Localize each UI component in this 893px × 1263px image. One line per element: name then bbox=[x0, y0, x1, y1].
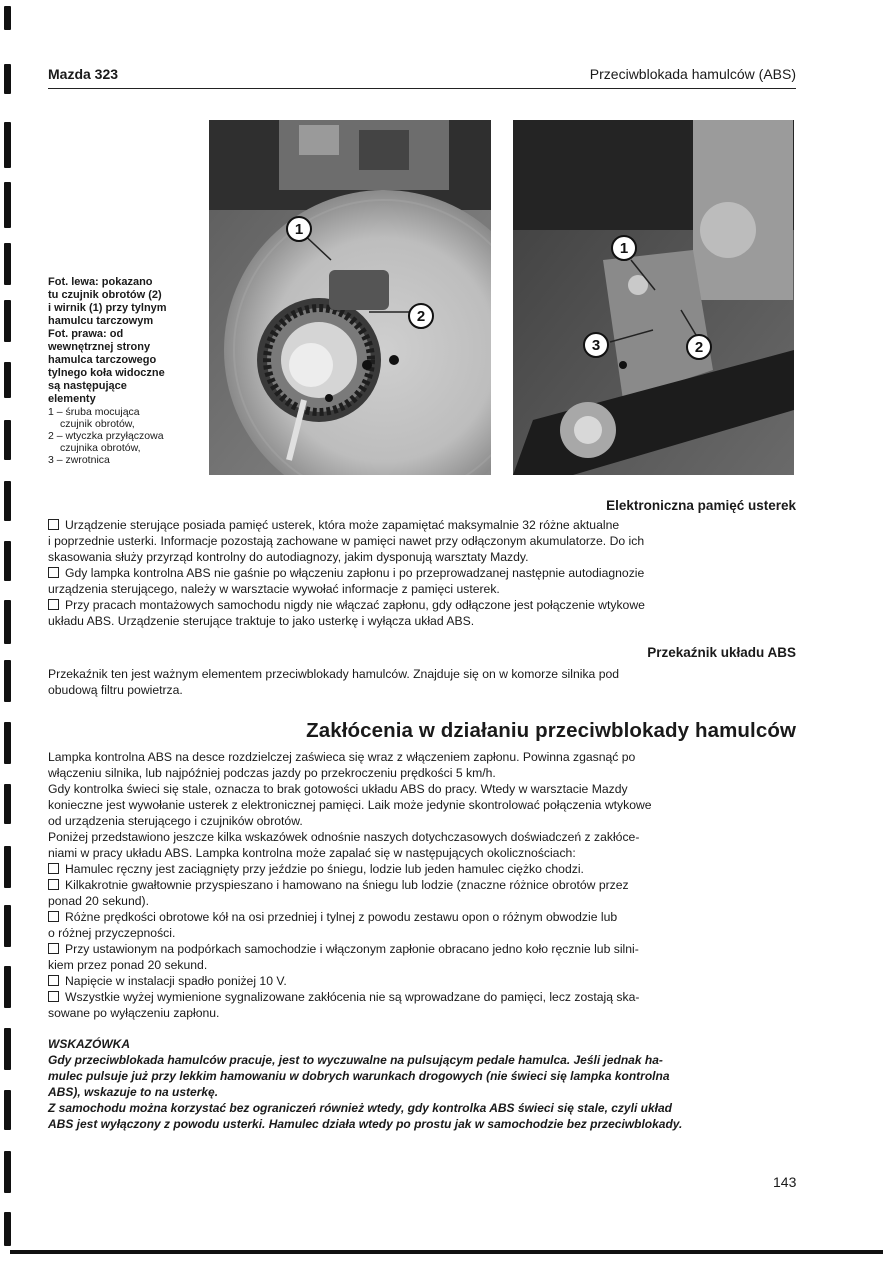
paragraph-line: włączeniu silnika, lub najpóźniej podczas jazdy po przekroczeniu prędkości 5 km/h. bbox=[48, 766, 496, 780]
paragraph-line: obudową filtru powietrza. bbox=[48, 683, 183, 697]
caption-line: Fot. lewa: pokazano bbox=[48, 276, 153, 288]
binding-mark bbox=[4, 600, 11, 644]
section-title-abs-relay: Przekaźnik układu ABS bbox=[647, 645, 796, 660]
checkbox-square-icon bbox=[48, 975, 59, 986]
caption-item-continuation: czujnika obrotów, bbox=[60, 442, 141, 454]
paragraph-line: i poprzednie usterki. Informacje pozostają zachowane w pamięci nawet przy odłączonym akumulatorze. Do ich bbox=[48, 534, 645, 548]
caption-item bbox=[48, 454, 190, 466]
paragraph-line: Lampka kontrolna ABS na desce rozdzielczej zaświeca się wraz z włączeniem zapłonu. Powinna zgasnąć po bbox=[48, 750, 636, 764]
binding-mark bbox=[4, 420, 11, 460]
bottom-edge-line bbox=[10, 1250, 883, 1254]
photo-caption bbox=[48, 276, 190, 466]
header-chapter-title: Przeciwblokada hamulców (ABS) bbox=[589, 66, 796, 82]
binding-mark bbox=[4, 846, 11, 888]
checkbox-square-icon bbox=[48, 519, 59, 530]
binding-mark bbox=[4, 905, 11, 947]
binding-mark bbox=[4, 1151, 11, 1193]
binding-mark bbox=[4, 784, 11, 824]
binding-mark bbox=[4, 182, 11, 228]
photo-callout-label: 3 bbox=[591, 337, 601, 354]
caption-line: i wirnik (1) przy tylnym bbox=[48, 302, 167, 314]
caption-line: tylnego koła widoczne bbox=[48, 367, 165, 379]
paragraph-line: Urządzenie sterujące posiada pamięć usterek, która może zapamiętać maksymalnie 32 różne aktualne bbox=[48, 517, 720, 533]
paragraph-line: sowane po wyłączeniu zapłonu. bbox=[48, 1006, 220, 1020]
paragraph-line: od urządzenia sterującego i czujników obrotów. bbox=[48, 814, 303, 828]
binding-mark bbox=[4, 64, 11, 94]
paragraph-line: układu ABS. Urządzenie sterujące traktuje to jako usterkę i wyłącza układ ABS. bbox=[48, 614, 475, 628]
checkbox-square-icon bbox=[48, 911, 59, 922]
photo-callout-label: 1 bbox=[294, 221, 304, 238]
binding-mark bbox=[4, 722, 11, 764]
binding-mark bbox=[4, 481, 11, 521]
binding-mark bbox=[4, 1212, 11, 1246]
checkbox-square-icon bbox=[48, 879, 59, 890]
checkbox-square-icon bbox=[48, 991, 59, 1002]
checkbox-square-icon bbox=[48, 599, 59, 610]
binding-mark bbox=[4, 966, 11, 1008]
binding-mark bbox=[4, 362, 11, 398]
chapter-heading: Zakłócenia w działaniu przeciwblokady hamulców bbox=[306, 719, 796, 742]
photo-callout-label: 2 bbox=[416, 308, 426, 325]
binding-mark bbox=[4, 541, 11, 581]
caption-line: hamulca tarczowego bbox=[48, 354, 157, 366]
caption-line: Fot. prawa: od bbox=[48, 328, 124, 340]
caption-item-continuation: czujnik obrotów, bbox=[60, 418, 135, 430]
paragraph-line: skasowania służy przyrząd kontrolny do autodiagnozy, jakim dysponują warsztaty Mazdy. bbox=[48, 550, 529, 564]
paragraph-line: o różnej przyczepności. bbox=[48, 926, 176, 940]
section-body-fault-memory bbox=[48, 517, 720, 629]
paragraph-line: niami w pracy układu ABS. Lampka kontrolna może zapalać się w następujących okolicznościach: bbox=[48, 846, 576, 860]
paragraph-line: kiem przez ponad 20 sekund. bbox=[48, 958, 208, 972]
paragraph-line: Przy ustawionym na podpórkach samochodzie i włączonym zapłonie obracano jedno koło ręcznie lub silni- bbox=[48, 941, 720, 957]
paragraph-line: ponad 20 sekund). bbox=[48, 894, 149, 908]
paragraph-line: Hamulec ręczny jest zaciągnięty przy jeździe po śniegu, lodzie lub jeden hamulec ciężko chodzi. bbox=[48, 861, 720, 877]
paragraph-line: konieczne jest wywołanie usterek z elektronicznej pamięci. Laik może jedynie skontrolować połączenia wtykowe bbox=[48, 798, 652, 812]
tip-line: mulec pulsuje już przy lekkim hamowaniu w dobrych warunkach drogowych (nie świeci się lampka kontrolna bbox=[48, 1069, 670, 1083]
page-number: 143 bbox=[773, 1174, 797, 1190]
paragraph-line: Przy pracach montażowych samochodu nigdy nie włączać zapłonu, gdy odłączone jest połączenie wtykowe bbox=[48, 597, 720, 613]
photo-left-brake-sensor bbox=[209, 120, 491, 475]
paragraph-line: Różne prędkości obrotowe kół na osi przedniej i tylnej z powodu zestawu opon o różnym obwodzie lub bbox=[48, 909, 720, 925]
paragraph-line: Napięcie w instalacji spadło poniżej 10 V. bbox=[48, 973, 720, 989]
header-book-title: Mazda 323 bbox=[48, 66, 119, 82]
photo-callout-label: 2 bbox=[694, 339, 704, 356]
caption-item-label: 2 – wtyczka przyłączowa bbox=[48, 430, 164, 442]
caption-line: są następujące bbox=[48, 380, 127, 392]
paragraph-line: urządzenia sterującego, należy w warsztacie wywołać informacje z pamięci usterek. bbox=[48, 582, 500, 596]
paragraph-line: Wszystkie wyżej wymienione sygnalizowane zakłócenia nie są wprowadzane do pamięci, lecz zostają ska- bbox=[48, 989, 720, 1005]
page-header bbox=[48, 66, 796, 89]
caption-line: hamulcu tarczowym bbox=[48, 315, 154, 327]
binding-mark bbox=[4, 660, 11, 702]
tip-line: ABS), wskazuje to na usterkę. bbox=[48, 1085, 219, 1099]
binding-mark bbox=[4, 300, 11, 342]
caption-line: tu czujnik obrotów (2) bbox=[48, 289, 162, 301]
caption-line: wewnętrznej strony bbox=[48, 341, 151, 353]
paragraph-line: Gdy kontrolka świeci się stale, oznacza to brak gotowości układu ABS do pracy. Wtedy w warsztacie Mazdy bbox=[48, 782, 628, 796]
binding-mark bbox=[4, 1090, 11, 1130]
tip-title: WSKAZÓWKA bbox=[48, 1037, 130, 1051]
binding-mark bbox=[4, 243, 11, 285]
paragraph-line: Kilkakrotnie gwałtownie przyspieszano i hamowano na śniegu lub lodzie (znaczne różnice obrotów przez bbox=[48, 877, 720, 893]
checkbox-square-icon bbox=[48, 567, 59, 578]
section-body-faults bbox=[48, 749, 720, 1021]
binding-mark bbox=[4, 122, 11, 168]
photo-right-brake-inner bbox=[513, 120, 794, 475]
checkbox-square-icon bbox=[48, 863, 59, 874]
section-title-fault-memory: Elektroniczna pamięć usterek bbox=[606, 498, 796, 513]
caption-line: elementy bbox=[48, 393, 96, 405]
caption-item bbox=[48, 406, 190, 430]
binding-mark bbox=[4, 1028, 11, 1070]
paragraph-line: Poniżej przedstawiono jeszcze kilka wskazówek odnośnie naszych dotychczasowych doświadczeń z zakłóce- bbox=[48, 830, 640, 844]
paragraph-line: Gdy lampka kontrolna ABS nie gaśnie po włączeniu zapłonu i po przeprowadzanej następnie autodiagnozie bbox=[48, 565, 720, 581]
section-body-abs-relay bbox=[48, 666, 720, 698]
photo-left-image bbox=[209, 120, 491, 475]
paragraph-line: Przekaźnik ten jest ważnym elementem przeciwblokady hamulców. Znajduje się on w komorze silnika pod bbox=[48, 667, 620, 681]
caption-item bbox=[48, 430, 190, 454]
checkbox-square-icon bbox=[48, 943, 59, 954]
caption-item-label: 1 – śruba mocująca bbox=[48, 406, 140, 418]
tip-line: Z samochodu można korzystać bez ograniczeń również wtedy, gdy kontrolka ABS świeci się stale, czyli układ bbox=[48, 1101, 672, 1115]
tip-line: ABS jest wyłączony z powodu usterki. Hamulec działa wtedy po prostu jak w samochodzie bez przeciwblokady. bbox=[48, 1117, 683, 1131]
binding-mark bbox=[4, 6, 11, 30]
tip-line: Gdy przeciwblokada hamulców pracuje, jest to wyczuwalne na pulsującym pedale hamulca. Jeśli jednak ha- bbox=[48, 1053, 663, 1067]
photo-right-image bbox=[513, 120, 794, 475]
photo-callout-label: 1 bbox=[619, 240, 629, 257]
tip-box bbox=[48, 1036, 722, 1132]
caption-item-label: 3 – zwrotnica bbox=[48, 454, 110, 466]
